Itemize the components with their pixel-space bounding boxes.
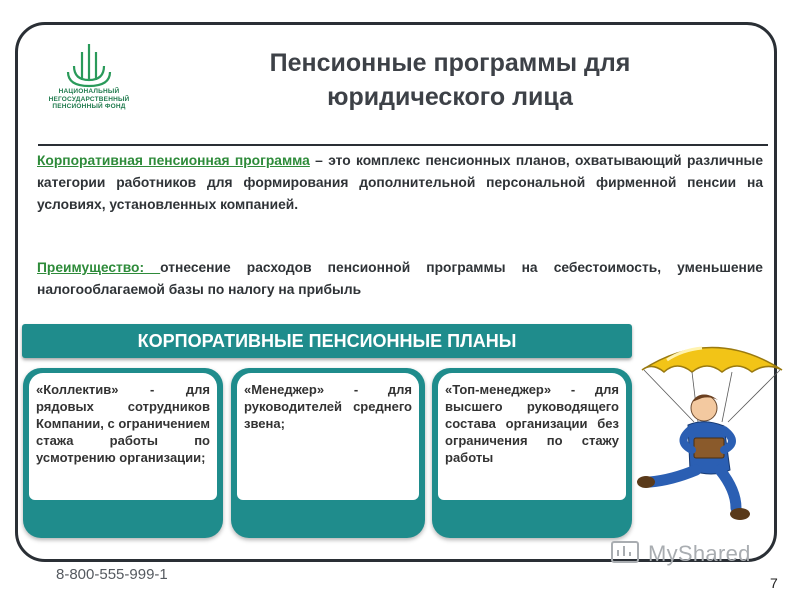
title-divider	[38, 144, 768, 146]
plan-card-top-manager	[432, 368, 632, 538]
title-line-1: Пенсионные программы для	[269, 49, 631, 77]
plan-card-text: «Топ-менеджер» - для высшего руководящего состава организации без ограничения по стажу работы	[445, 382, 619, 465]
parachutist-illustration-icon	[632, 330, 792, 530]
plans-banner	[22, 324, 632, 358]
definition-term: Корпоративная пенсионная программа	[37, 153, 310, 168]
plan-card-body	[237, 373, 419, 500]
logo-line-2: НЕГОСУДАРСТВЕННЫЙ	[48, 95, 130, 103]
advantage-paragraph	[37, 257, 763, 301]
definition-text: – это комплекс пенсионных планов, охватывающий различные категории работников для формирования дополнительной персональной фирменной пенсии на условиях, установленных компанией.	[37, 153, 763, 212]
plans-banner-title: КОРПОРАТИВНЫЕ ПЕНСИОННЫЕ ПЛАНЫ	[137, 331, 517, 351]
plan-card-text: «Коллектив» - для рядовых сотрудников Компании, с ограничением стажа работы по усмотрению организации;	[36, 382, 210, 465]
watermark-text: MyShared	[648, 541, 751, 566]
logo-line-3: ПЕНСИОННЫЙ ФОНД	[52, 103, 126, 110]
logo-line-1: НАЦИОНАЛЬНЫЙ	[58, 88, 120, 95]
logo-caption	[44, 88, 134, 111]
slide-title	[150, 46, 750, 114]
advantage-label: Преимущество:	[37, 260, 161, 275]
phone-number: 8-800-555-999-1	[56, 566, 168, 583]
page-number: 7	[770, 575, 778, 591]
advantage-text: отнесение расходов пенсионной программы на себестоимость, уменьшение налогооблагаемой базы по налогу на прибыль	[37, 260, 763, 297]
plan-card-text: «Менеджер» - для руководителей среднего звена;	[244, 382, 412, 431]
title-line-2: юридического лица	[327, 83, 573, 111]
plan-card-manager	[231, 368, 425, 538]
plan-card-collective	[23, 368, 223, 538]
plan-card-body	[29, 373, 217, 500]
plan-card-body	[438, 373, 626, 500]
definition-paragraph	[37, 150, 763, 216]
